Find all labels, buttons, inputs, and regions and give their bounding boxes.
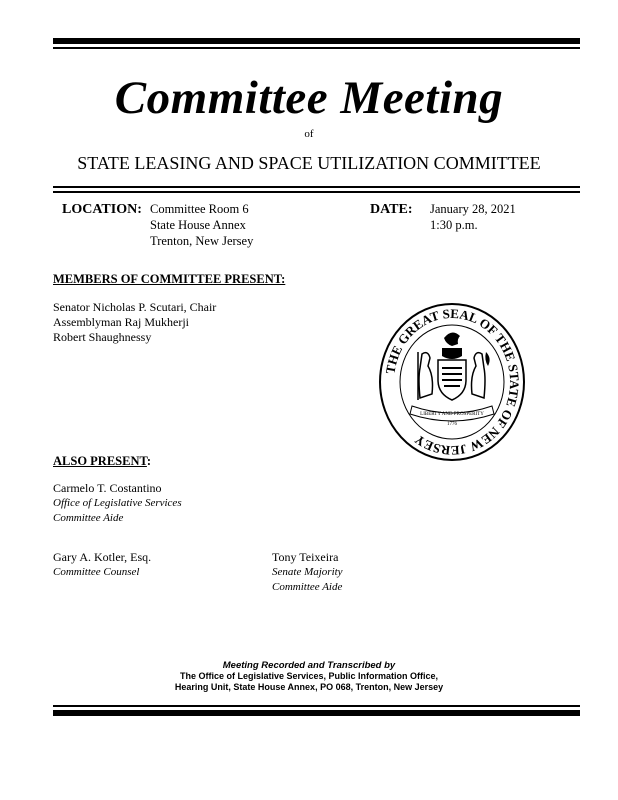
person-role: Committee Aide xyxy=(272,581,343,593)
date-label: DATE: xyxy=(370,202,413,217)
member-name: Robert Shaughnessy xyxy=(53,330,152,344)
members-list xyxy=(53,300,216,345)
state-seal-icon xyxy=(378,302,526,462)
person-role: Committee Counsel xyxy=(53,566,140,578)
member-name: Senator Nicholas P. Scutari, Chair xyxy=(53,300,217,314)
seal-ring-text: THE GREAT SEAL OF THE STATE OF NEW JERSEY xyxy=(382,305,523,459)
location-line: Trenton, New Jersey xyxy=(150,234,254,248)
date-line: January 28, 2021 xyxy=(430,202,516,216)
page-title: Committee Meeting xyxy=(114,72,504,124)
location-line: Committee Room 6 xyxy=(150,202,249,216)
person-name: Carmelo T. Costantino xyxy=(53,481,162,495)
also-present-person xyxy=(53,481,182,526)
person-role: Committee Aide xyxy=(53,512,124,524)
footer-line: Hearing Unit, State House Annex, PO 068, Trenton, New Jersey xyxy=(174,682,444,692)
member-name: Assemblyman Raj Mukherji xyxy=(53,315,189,329)
seal-ribbon-text: LIBERTY AND PROSPERITY xyxy=(420,412,484,417)
date-value xyxy=(430,201,516,233)
transcription-credit xyxy=(0,660,618,693)
date-line: 1:30 p.m. xyxy=(430,218,478,232)
also-present-person xyxy=(272,550,343,595)
person-name: Tony Teixeira xyxy=(272,550,339,564)
bottom-rule-thin xyxy=(53,705,580,707)
also-present-person xyxy=(53,550,151,580)
mid-rule-1 xyxy=(53,186,580,188)
location-label: LOCATION: xyxy=(62,202,142,217)
of-label: of xyxy=(304,128,314,140)
also-present-heading-text: ALSO PRESENT xyxy=(53,454,147,468)
also-present-colon: : xyxy=(146,454,152,468)
footer-line: The Office of Legislative Services, Public Information Office, xyxy=(179,671,439,681)
person-role: Senate Majority xyxy=(272,566,343,578)
top-rule-thick xyxy=(53,38,580,44)
mid-rule-2 xyxy=(53,191,580,193)
person-name: Gary A. Kotler, Esq. xyxy=(53,550,152,564)
location-line: State House Annex xyxy=(150,218,246,232)
top-rule-thin xyxy=(53,47,580,49)
location-value xyxy=(150,201,253,249)
footer-line: Meeting Recorded and Transcribed by xyxy=(222,660,396,671)
committee-name: STATE LEASING AND SPACE UTILIZATION COMMITTEE xyxy=(77,153,541,173)
members-present-heading: MEMBERS OF COMMITTEE PRESENT: xyxy=(53,272,286,286)
person-role: Office of Legislative Services xyxy=(53,497,182,509)
also-present-heading xyxy=(53,454,151,469)
bottom-rule-thick xyxy=(53,710,580,716)
seal-year-text: 1776 xyxy=(447,422,457,427)
